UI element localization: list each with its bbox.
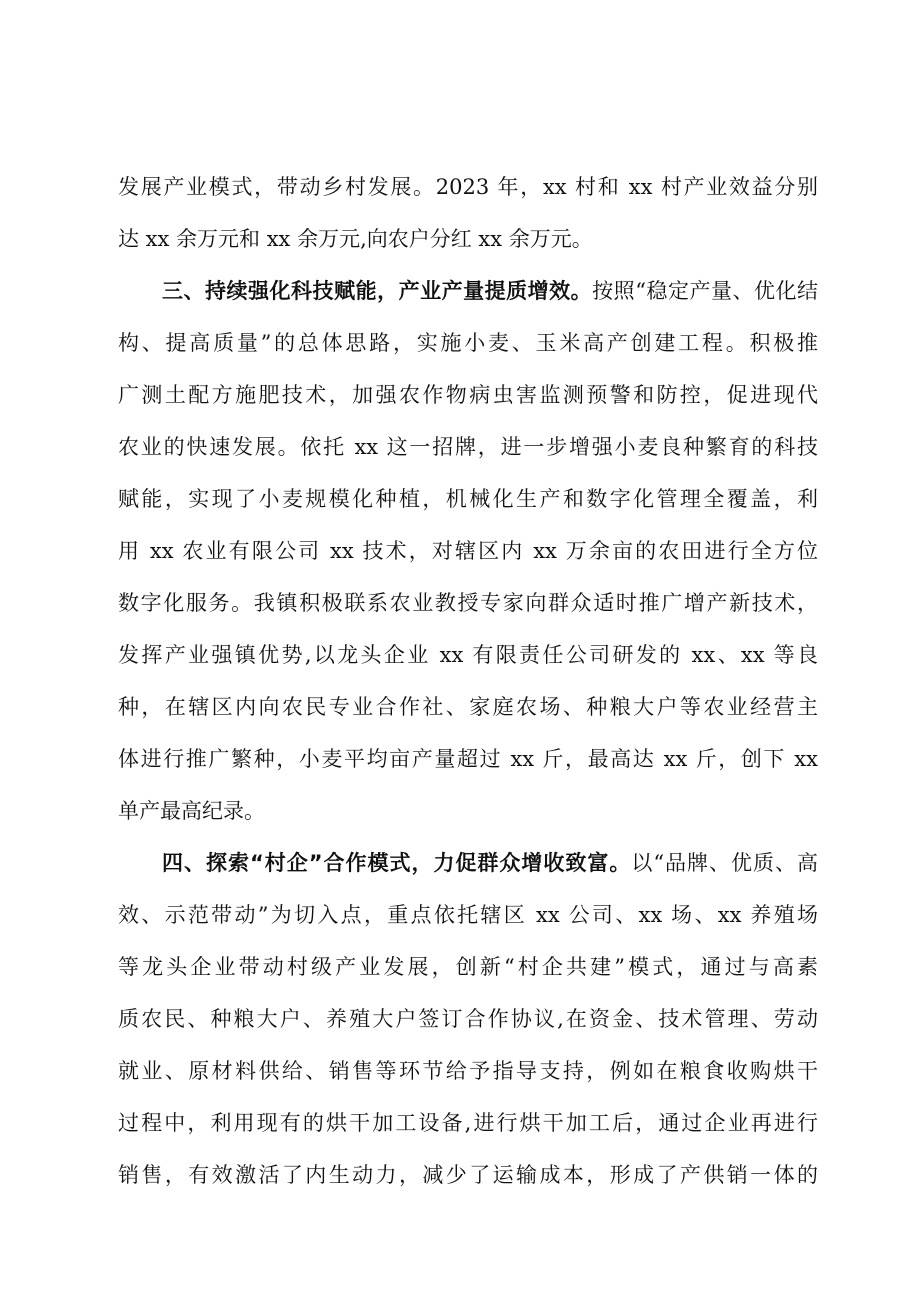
para1-line-2: 达 xx 余万元和 xx 余万元,向农户分红 xx 余万元。	[118, 227, 593, 251]
section-three-heading: 三、持续强化科技赋能，产业产量提质增效。	[162, 279, 593, 303]
para3-line-6: 过程中，利用现有的烘干加工设备,进行烘干加工后，通过企业再进行	[118, 1111, 818, 1135]
para2-line-1	[118, 265, 818, 317]
para2-line-2: 构、提高质量”的总体思路，实施小麦、玉米高产创建工程。积极推	[118, 331, 818, 355]
para2-line-11: 单产最高纪录。	[118, 799, 265, 823]
para1-line-1: 发展产业模式，带动乡村发展。2023 年，xx 村和 xx 村产业效益分别	[118, 175, 818, 199]
para2-line-5: 赋能，实现了小麦规模化种植，机械化生产和数字化管理全覆盖，利	[118, 487, 818, 511]
para2-line-3: 广测土配方施肥技术，加强农作物病虫害监测预警和防控，促进现代	[118, 383, 818, 407]
para2-line-8: 发挥产业强镇优势,以龙头企业 xx 有限责任公司研发的 xx、xx 等良	[118, 643, 818, 667]
para3-line-4: 质农民、种粮大户、养殖大户签订合作协议,在资金、技术管理、劳动	[118, 1007, 818, 1031]
para2-line-6: 用 xx 农业有限公司 xx 技术，对辖区内 xx 万余亩的农田进行全方位	[118, 539, 818, 563]
para3-line-1	[118, 837, 818, 889]
section-four-heading: 四、探索“村企”合作模式，力促群众增收致富。	[162, 851, 632, 875]
document-body	[118, 161, 818, 1201]
para3-first-line-tail: 以“品牌、优质、高	[631, 851, 818, 875]
para2-line-4: 农业的快速发展。依托 xx 这一招牌，进一步增强小麦良种繁育的科技	[118, 435, 818, 459]
para3-line-3: 等龙头企业带动村级产业发展，创新“村企共建”模式，通过与高素	[118, 955, 818, 979]
para2-line-7: 数字化服务。我镇积极联系农业教授专家向群众适时推广增产新技术，	[118, 591, 818, 615]
para2-line-9: 种，在辖区内向农民专业合作社、家庭农场、种粮大户等农业经营主	[118, 695, 818, 719]
para2-line-10: 体进行推广繁种，小麦平均亩产量超过 xx 斤，最高达 xx 斤，创下 xx	[118, 747, 818, 771]
para2-first-line-tail: 按照“稳定产量、优化结	[592, 279, 818, 303]
para3-line-7: 销售，有效激活了内生动力，减少了运输成本，形成了产供销一体的	[118, 1163, 818, 1187]
para3-line-5: 就业、原材料供给、销售等环节给予指导支持，例如在粮食收购烘干	[118, 1059, 818, 1083]
para3-line-2: 效、示范带动”为切入点，重点依托辖区 xx 公司、xx 场、xx 养殖场	[118, 903, 818, 927]
